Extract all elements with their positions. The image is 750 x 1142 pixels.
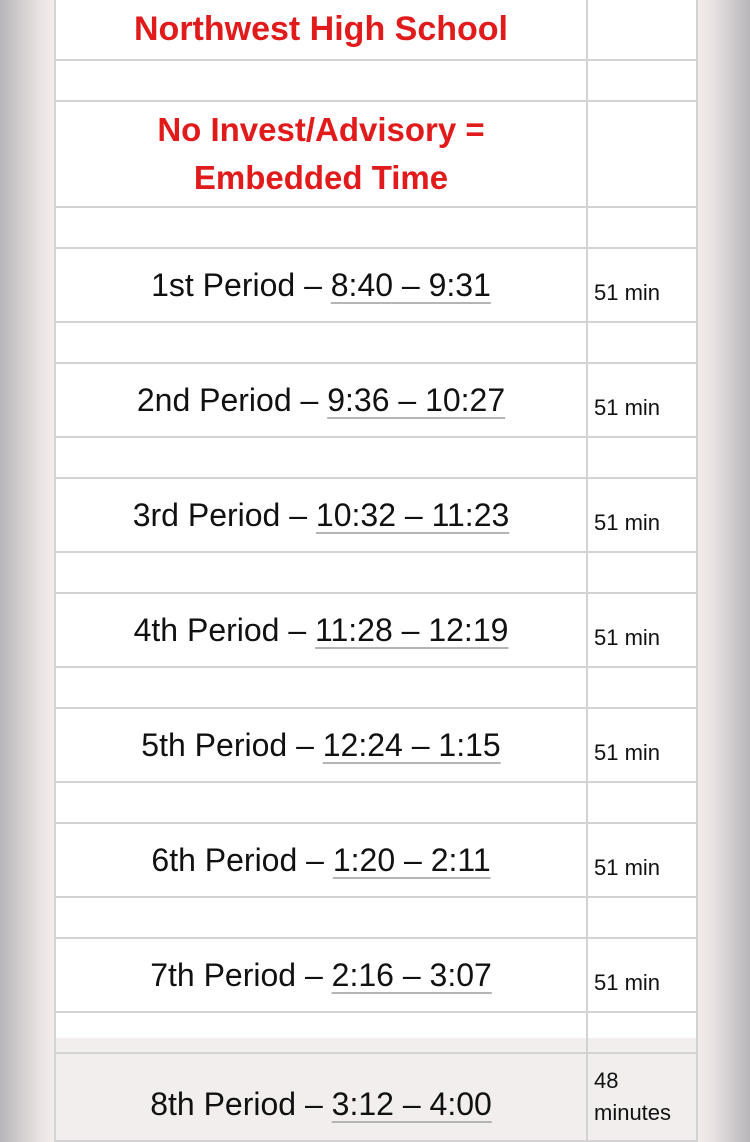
period-row-5 bbox=[55, 708, 697, 782]
schedule-note-line-1: No Invest/Advisory = bbox=[157, 111, 485, 148]
period-time-link[interactable]: 12:24 – 1:15 bbox=[322, 726, 501, 763]
period-time-link[interactable]: 10:32 – 11:23 bbox=[315, 496, 510, 533]
period-label: 4th Period – bbox=[133, 611, 316, 648]
school-title: Northwest High School bbox=[55, 0, 587, 60]
bell-schedule-table bbox=[54, 0, 698, 1142]
period-duration-line-1: 48 bbox=[594, 1068, 619, 1093]
period-time-link[interactable]: 11:28 – 12:19 bbox=[315, 611, 509, 648]
period-cell bbox=[55, 593, 587, 667]
period-label: 2nd Period – bbox=[136, 381, 328, 418]
spacer-row bbox=[55, 667, 697, 708]
period-time-link[interactable]: 8:40 – 9:31 bbox=[330, 266, 491, 303]
period-time-link[interactable]: 1:20 – 2:11 bbox=[332, 841, 491, 878]
spacer-row bbox=[55, 552, 697, 593]
period-cell bbox=[55, 248, 587, 322]
spacer-row bbox=[55, 1012, 697, 1053]
spacer-row bbox=[55, 437, 697, 478]
period-label: 7th Period – bbox=[150, 956, 332, 993]
empty-cell bbox=[587, 101, 697, 207]
schedule-note-line-2: Embedded Time bbox=[193, 159, 449, 196]
subtitle-row bbox=[55, 101, 697, 207]
period-cell bbox=[55, 363, 587, 437]
period-duration: 51 min bbox=[587, 938, 697, 1012]
period-duration: 51 min bbox=[587, 823, 697, 897]
period-label: 5th Period – bbox=[141, 726, 323, 763]
period-cell bbox=[55, 938, 587, 1012]
period-duration: 51 min bbox=[587, 248, 697, 322]
period-time-link[interactable]: 3:12 – 4:00 bbox=[331, 1085, 492, 1122]
period-row-3 bbox=[55, 478, 697, 552]
period-duration: 51 min bbox=[587, 708, 697, 782]
title-row bbox=[55, 0, 697, 60]
empty-cell bbox=[587, 0, 697, 60]
period-row-6 bbox=[55, 823, 697, 897]
period-row-1 bbox=[55, 248, 697, 322]
spacer-row bbox=[55, 897, 697, 938]
period-duration: 51 min bbox=[587, 593, 697, 667]
spacer-row bbox=[55, 782, 697, 823]
schedule-note bbox=[55, 101, 587, 207]
period-row-4 bbox=[55, 593, 697, 667]
period-label: 3rd Period – bbox=[132, 496, 316, 533]
period-duration: 51 min bbox=[587, 363, 697, 437]
period-cell bbox=[55, 708, 587, 782]
period-cell bbox=[55, 823, 587, 897]
period-row-2 bbox=[55, 363, 697, 437]
period-label: 8th Period – bbox=[150, 1085, 332, 1122]
period-duration bbox=[587, 1053, 697, 1141]
period-cell bbox=[55, 1053, 587, 1141]
period-cell bbox=[55, 478, 587, 552]
period-label: 1st Period – bbox=[151, 266, 331, 303]
spacer-row bbox=[55, 207, 697, 248]
period-time-link[interactable]: 2:16 – 3:07 bbox=[331, 956, 492, 993]
spacer-row bbox=[55, 60, 697, 101]
period-duration: 51 min bbox=[587, 478, 697, 552]
period-row-7 bbox=[55, 938, 697, 1012]
period-label: 6th Period – bbox=[151, 841, 333, 878]
period-time-link[interactable]: 9:36 – 10:27 bbox=[327, 381, 506, 418]
period-row-8 bbox=[55, 1053, 697, 1141]
period-duration-line-2: minutes bbox=[594, 1100, 672, 1125]
spacer-row bbox=[55, 322, 697, 363]
